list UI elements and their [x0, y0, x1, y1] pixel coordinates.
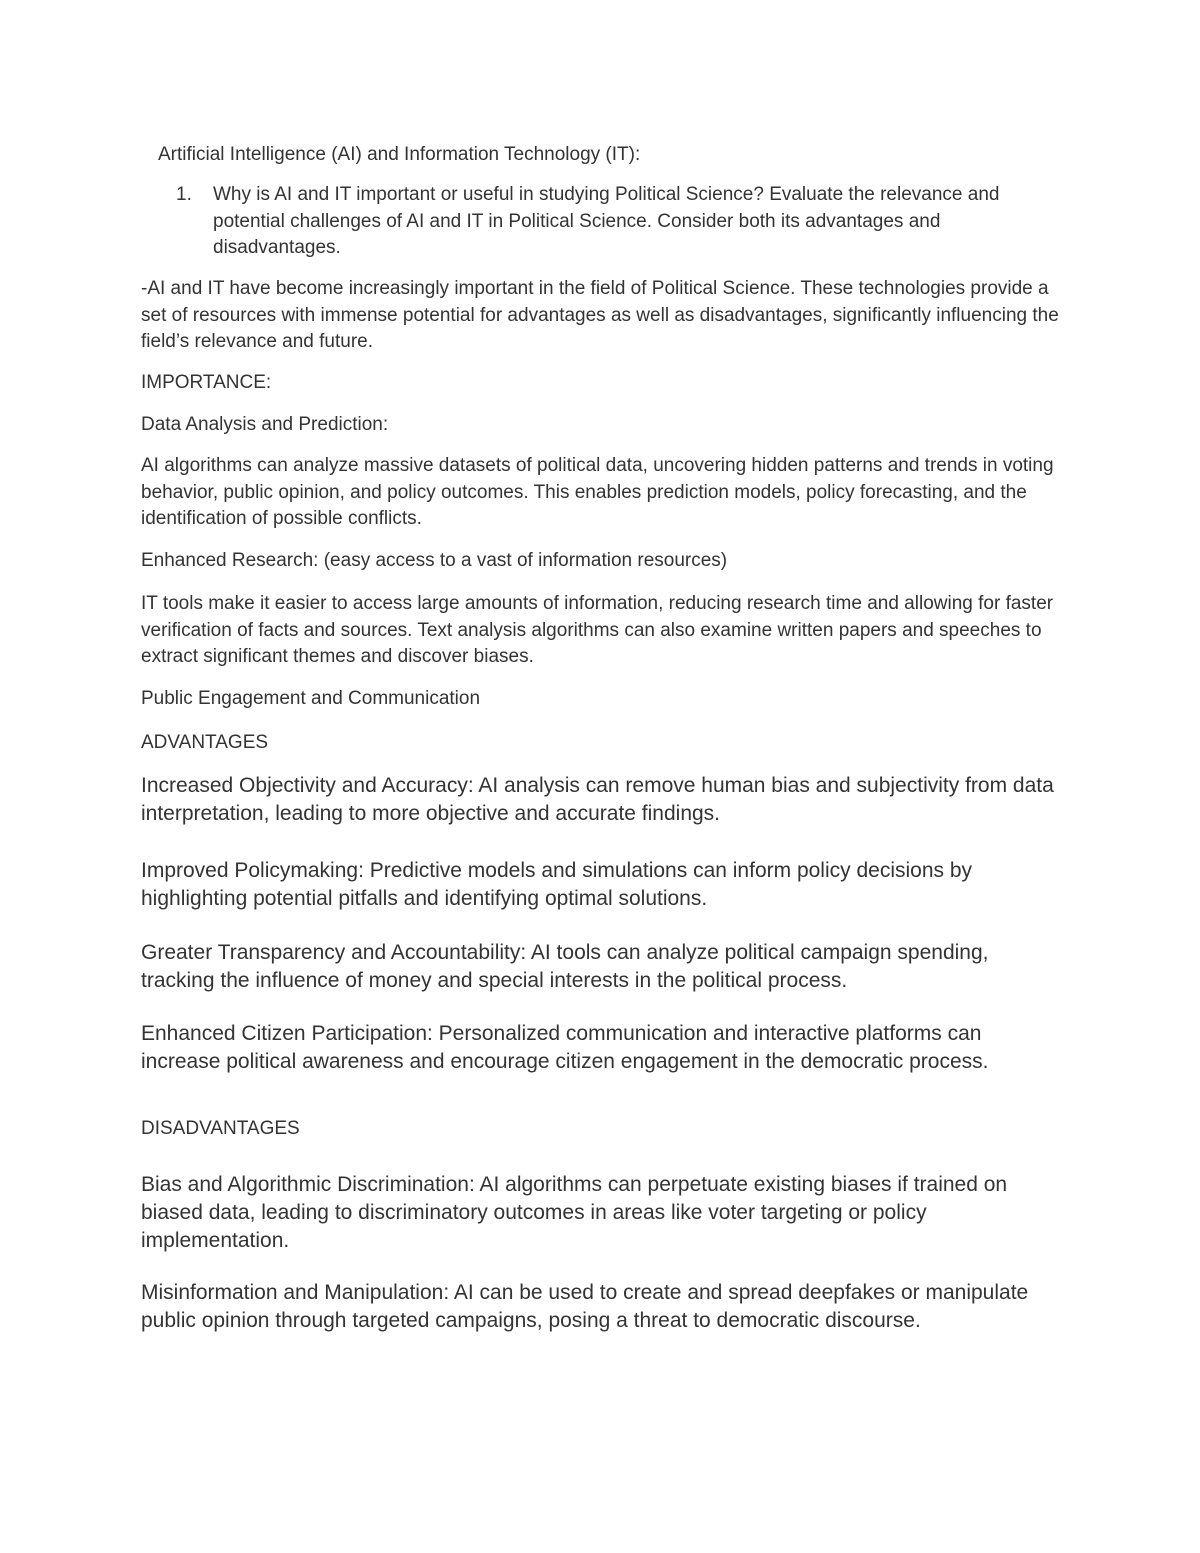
advantage-item: Improved Policymaking: Predictive models and simulations can inform policy decisions by highlighting potential pitfalls and identifying optimal solutions. — [141, 859, 973, 910]
disadvantage-item: Bias and Algorithmic Discrimination: AI algorithms can perpetuate existing biases if trained on biased data, leading to discriminatory outcomes in areas like voter targeting or policy implementation. — [141, 1173, 1008, 1252]
advantages-heading: ADVANTAGES — [141, 732, 269, 753]
intro-paragraph: -AI and IT have become increasingly important in the field of Political Science. These technologies provide a set of resources with immense potential for advantages as well as disadvantages, significantly influencing the field’s relevance and future. — [141, 278, 1059, 352]
data-analysis-heading: Data Analysis and Prediction: — [141, 414, 389, 435]
disadvantages-heading: DISADVANTAGES — [141, 1118, 300, 1139]
advantage-item: Greater Transparency and Accountability: AI tools can analyze political campaign spending, tracking the influence of money and special interests in the political process. — [141, 941, 989, 992]
data-analysis-paragraph: AI algorithms can analyze massive datasets of political data, uncovering hidden patterns and trends in voting behavior, public opinion, and policy outcomes. This enables prediction models, policy forecasting, and the identification of possible conflicts. — [141, 455, 1054, 529]
advantage-item: Increased Objectivity and Accuracy: AI analysis can remove human bias and subjectivity from data interpretation, leading to more objective and accurate findings. — [141, 774, 1054, 825]
public-engagement-heading: Public Engagement and Communication — [141, 688, 481, 709]
question-text: Why is AI and IT important or useful in studying Political Science? Evaluate the relevance and potential challenges of AI and IT in Political Science. Consider both its advantages and disadvantages. — [213, 184, 1000, 258]
advantage-item: Enhanced Citizen Participation: Personalized communication and interactive platforms can increase political awareness and encourage citizen engagement in the democratic process. — [141, 1022, 989, 1073]
document-title: Artificial Intelligence (AI) and Information Technology (IT): — [158, 144, 641, 165]
disadvantage-item: Misinformation and Manipulation: AI can be used to create and spread deepfakes or manipulate public opinion through targeted campaigns, posing a threat to democratic discourse. — [141, 1281, 1029, 1332]
research-paragraph: IT tools make it easier to access large amounts of information, reducing research time and allowing for faster verification of facts and sources. Text analysis algorithms can also examine written papers and speeches to extract significant themes and discover biases. — [141, 593, 1054, 667]
research-heading: Enhanced Research: (easy access to a vast of information resources) — [141, 550, 728, 571]
importance-heading: IMPORTANCE: — [141, 372, 272, 393]
question-number: 1. — [176, 184, 192, 205]
